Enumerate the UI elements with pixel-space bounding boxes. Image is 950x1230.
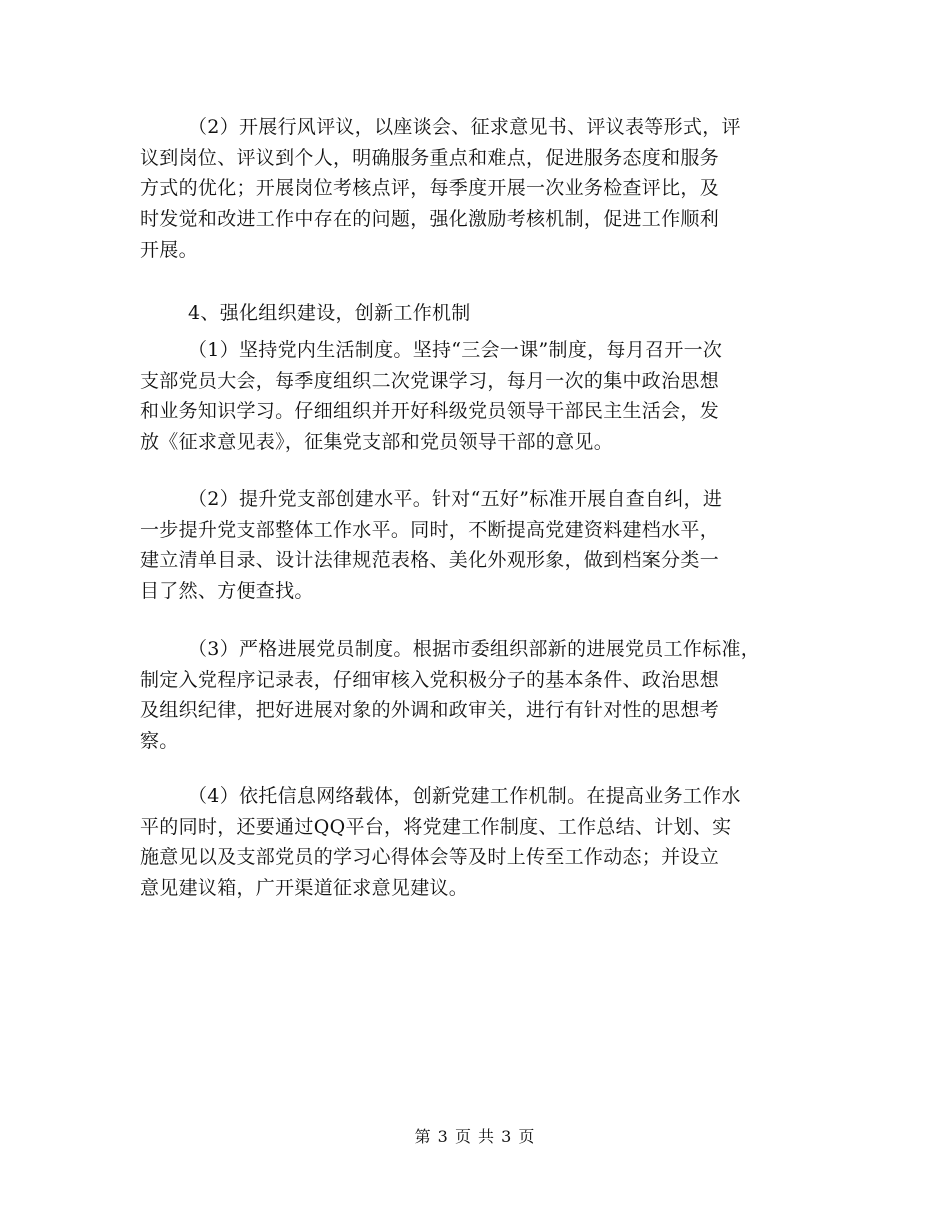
text-line: （4）依托信息网络载体，创新党建工作机制。在提高业务工作水	[188, 785, 741, 807]
text-line: 和业务知识学习。仔细组织并开好科级党员领导干部民主生活会，发	[140, 400, 720, 423]
paragraph-party-life	[140, 335, 800, 458]
text-line: （3）严格进展党员制度。根据市委组织部新的进展党员工作标准，	[188, 638, 761, 660]
text-line: 时发觉和改进工作中存在的问题，强化激励考核机制，促进工作顺利	[140, 208, 720, 231]
text-line: 施意见以及支部党员的学习心得体会等及时上传至工作动态；并设立	[140, 846, 720, 869]
text-line: 及组织纪律，把好进展对象的外调和政审关，进行有针对性的思想考	[140, 699, 720, 722]
text-line: （1）坚持党内生活制度。坚持“三会一课”制度，每月召开一次	[188, 339, 723, 361]
paragraph-service-evaluation	[140, 112, 800, 265]
section-heading-4	[140, 298, 800, 329]
text-line: 平的同时，还要通过QQ平台，将党建工作制度、工作总结、计划、实	[140, 815, 732, 838]
text-line: （2）提升党支部创建水平。针对“五好”标准开展自查自纠，进	[188, 488, 723, 510]
text-line: 议到岗位、评议到个人，明确服务重点和难点，促进服务态度和服务	[140, 146, 720, 169]
text-line: 方式的优化；开展岗位考核点评，每季度开展一次业务检查评比，及	[140, 177, 720, 200]
paragraph-member-development	[140, 634, 800, 757]
paragraph-branch-building	[140, 484, 800, 607]
text-line: 制定入党程序记录表，仔细审核入党积极分子的基本条件、政治思想	[140, 668, 720, 691]
text-line: 开展。	[140, 238, 198, 261]
text-line: 意见建议箱，广开渠道征求意见建议。	[140, 877, 469, 900]
page-number-footer: 第 3 页 共 3 页	[414, 1127, 536, 1146]
text-line: 察。	[140, 730, 179, 753]
text-line: （2）开展行风评议，以座谈会、征求意见书、评议表等形式，评	[188, 116, 741, 138]
section-heading-text: 4、强化组织建设，创新工作机制	[188, 302, 471, 324]
text-line: 目了然、方便查找。	[140, 580, 314, 603]
text-line: 一步提升党支部整体工作水平。同时，不断提高党建资料建档水平，	[140, 518, 720, 541]
text-line: 放《征求意见表》，征集党支部和党员领导干部的意见。	[140, 431, 614, 454]
text-line: 支部党员大会，每季度组织二次党课学习，每月一次的集中政治思想	[140, 369, 720, 392]
text-line: 建立清单目录、设计法律规范表格、美化外观形象，做到档案分类一	[140, 549, 720, 572]
paragraph-network-platform	[140, 781, 800, 904]
